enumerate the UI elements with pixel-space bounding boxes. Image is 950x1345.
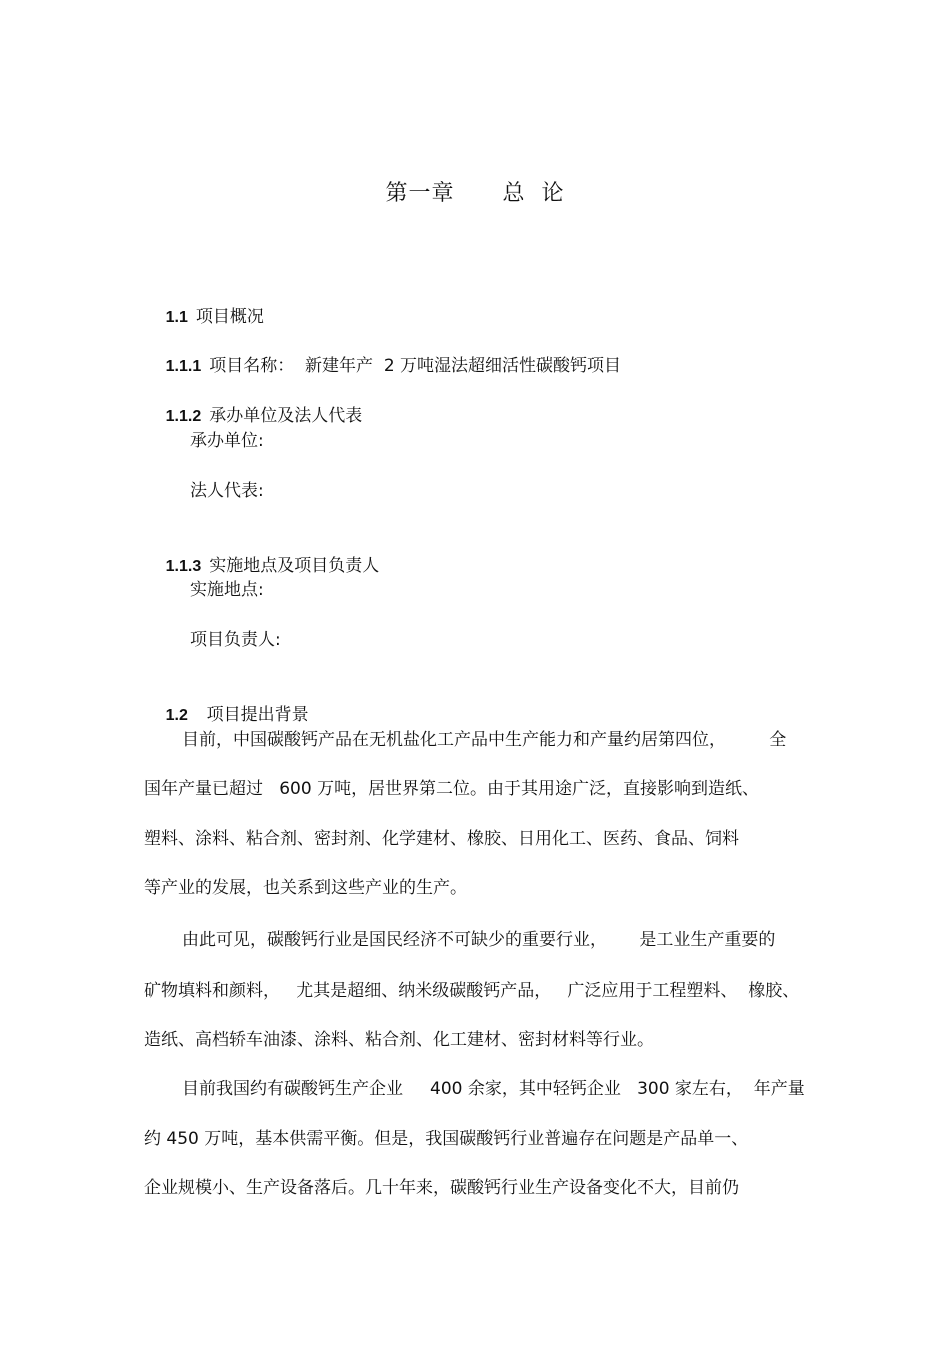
paragraph-line: 目前我国约有碳酸钙生产企业 400 余家，其中轻钙企业 300 家左右， 年产量: [182, 1079, 805, 1099]
section-title: 项目提出背景: [195, 705, 309, 725]
section-title: 承办单位及法人代表: [209, 406, 363, 426]
section-title: 项目概况: [195, 307, 264, 327]
paragraph-line: 目前，中国碳酸钙产品在无机盐化工产品中生产能力和产量约居第四位， 全: [182, 730, 787, 750]
field-legal-rep: 法人代表:: [190, 481, 264, 501]
paragraph-line: 国年产量已超过 600 万吨，居世界第二位。由于其用途广泛，直接影响到造纸、: [144, 779, 760, 799]
paragraph-line: 等产业的发展，也关系到这些产业的生产。: [144, 878, 467, 898]
paragraph-line: 由此可见，碳酸钙行业是国民经济不可缺少的重要行业， 是工业生产重要的: [182, 930, 776, 950]
section-number: 1.1.3: [165, 558, 202, 575]
section-number: 1.1.1: [165, 358, 202, 375]
field-undertaker: 承办单位:: [190, 431, 264, 451]
section-number: 1.1: [165, 309, 188, 326]
section-number: 1.1.2: [165, 408, 202, 425]
paragraph-line: 矿物填料和颜料， 尤其是超细、纳米级碳酸钙产品， 广泛应用于工程塑料、 橡胶、: [144, 981, 800, 1001]
chapter-title: 第一章 总 论: [385, 181, 565, 206]
paragraph-line: 塑料、涂料、粘合剂、密封剂、化学建材、橡胶、日用化工、医药、食品、饲料: [144, 829, 739, 849]
field-location: 实施地点:: [190, 580, 264, 600]
paragraph-line: 企业规模小、生产设备落后。几十年来，碳酸钙行业生产设备变化不大，目前仍: [144, 1178, 739, 1198]
section-number: 1.2: [165, 707, 188, 724]
paragraph-line: 造纸、高档轿车油漆、涂料、粘合剂、化工建材、密封材料等行业。: [144, 1030, 654, 1050]
section-title: 项目名称： 新建年产 2 万吨湿法超细活性碳酸钙项目: [209, 356, 622, 376]
field-project-lead: 项目负责人:: [190, 630, 281, 650]
section-title: 实施地点及项目负责人: [209, 556, 380, 576]
paragraph-line: 约 450 万吨，基本供需平衡。但是，我国碳酸钙行业普遍存在问题是产品单一、: [144, 1129, 749, 1149]
